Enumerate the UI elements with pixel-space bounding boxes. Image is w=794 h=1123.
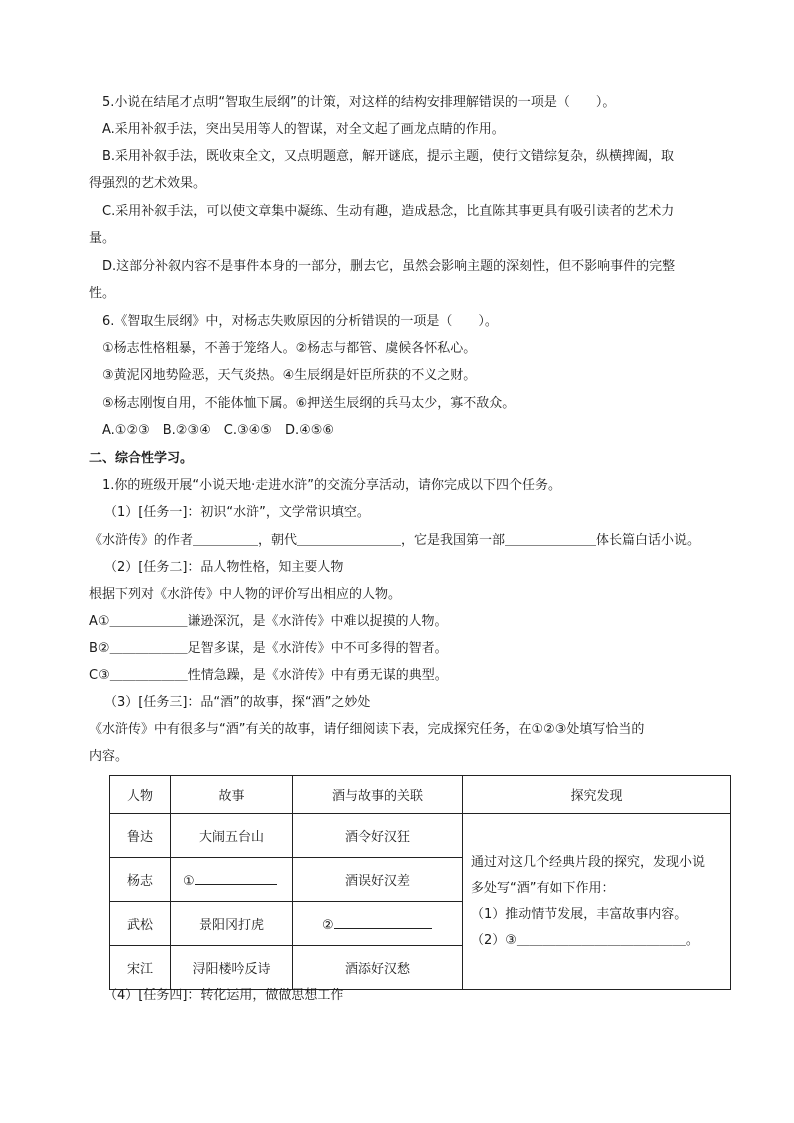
cell-story: 景阳冈打虎 bbox=[171, 902, 293, 946]
task1-title: （1）[任务一]：初识“水浒”，文学常识填空。 bbox=[104, 505, 370, 520]
cell-wine-link-blank bbox=[293, 902, 463, 946]
cell-person: 武松 bbox=[110, 902, 171, 946]
task2-title: （2）[任务二]：品人物性格，知主要人物 bbox=[104, 560, 344, 575]
q6-reason-line2: ③黄泥冈地势险恶，天气炎热。④生辰纲是奸臣所获的不义之财。 bbox=[102, 368, 477, 383]
task4-title: （4）[任务四]：转化运用，做做思想工作 bbox=[104, 988, 344, 1003]
task3-intro-line1: 《水浒传》中有很多与“酒”有关的故事，请仔细阅读下表，完成探究任务，在①②③处填写恰当的 bbox=[89, 722, 645, 737]
cell-person: 鲁达 bbox=[110, 814, 171, 858]
task3-intro-line2: 内容。 bbox=[89, 749, 129, 764]
task2-item-c: C③＿＿＿＿＿＿性情急躁，是《水浒传》中有勇无谋的典型。 bbox=[89, 668, 448, 683]
header-story: 故事 bbox=[171, 776, 293, 814]
blank-marker: ② bbox=[322, 918, 334, 933]
cell-person: 宋江 bbox=[110, 946, 171, 990]
q5-option-c-line2: 量。 bbox=[89, 231, 116, 246]
answer-blank-line bbox=[334, 914, 432, 929]
answer-blank-line bbox=[195, 870, 277, 885]
header-findings: 探究发现 bbox=[463, 776, 731, 814]
activity-intro: 1.你的班级开展“小说天地·走进水浒”的交流分享活动，请你完成以下四个任务。 bbox=[102, 478, 562, 493]
cell-story-blank bbox=[171, 858, 293, 902]
cell-wine-link: 酒令好汉狂 bbox=[293, 814, 463, 858]
q5-option-b-line2: 得强烈的艺术效果。 bbox=[89, 176, 207, 191]
cell-story: 浔阳楼吟反诗 bbox=[171, 946, 293, 990]
findings-line4: （2）③＿＿＿＿＿＿＿＿＿＿＿＿＿。 bbox=[471, 932, 699, 948]
q5-option-b-line1: B.采用补叙手法，既收束全文，又点明题意，解开谜底，提示主题，使行文错综复杂，纵横捭阖，取 bbox=[102, 149, 675, 164]
findings-line2: 多处写“酒”有如下作用： bbox=[471, 880, 615, 896]
wine-story-table bbox=[109, 775, 731, 990]
findings-line3: （1）推动情节发展，丰富故事内容。 bbox=[471, 906, 688, 922]
task2-item-b: B②＿＿＿＿＿＿足智多谋，是《水浒传》中不可多得的智者。 bbox=[89, 641, 448, 656]
q5-option-c-line1: C.采用补叙手法，可以使文章集中凝练、生动有趣，造成悬念，比直陈其事更具有吸引读者的艺术力 bbox=[102, 204, 675, 219]
task2-item-a: A①＿＿＿＿＿＿谦逊深沉，是《水浒传》中难以捉摸的人物。 bbox=[89, 614, 448, 629]
q6-reason-line1: ①杨志性格粗暴，不善于笼络人。②杨志与都管、虞候各怀私心。 bbox=[102, 341, 477, 356]
q5-stem: 5.小说在结尾才点明“智取生辰纲”的计策，对这样的结构安排理解错误的一项是（ ）。 bbox=[102, 95, 616, 110]
cell-wine-link: 酒误好汉差 bbox=[293, 858, 463, 902]
cell-story: 大闹五台山 bbox=[171, 814, 293, 858]
blank-marker: ① bbox=[183, 874, 195, 889]
task2-intro: 根据下列对《水浒传》中人物的评价写出相应的人物。 bbox=[89, 587, 402, 602]
table-header-row bbox=[110, 776, 731, 814]
cell-person: 杨志 bbox=[110, 858, 171, 902]
q6-options: A.①②③ B.②③④ C.③④⑤ D.④⑤⑥ bbox=[102, 423, 335, 438]
task1-fill-in: 《水浒传》的作者＿＿＿＿＿，朝代＿＿＿＿＿＿＿＿，它是我国第一部＿＿＿＿＿＿＿体长篇白话小说。 bbox=[89, 533, 701, 548]
header-wine-link: 酒与故事的关联 bbox=[293, 776, 463, 814]
q5-option-a: A.采用补叙手法，突出吴用等人的智谋，对全文起了画龙点睛的作用。 bbox=[102, 122, 505, 137]
cell-wine-link: 酒添好汉愁 bbox=[293, 946, 463, 990]
q6-stem: 6.《智取生辰纲》中，对杨志失败原因的分析错误的一项是（ ）。 bbox=[102, 314, 498, 329]
q5-option-d-line1: D.这部分补叙内容不是事件本身的一部分，删去它，虽然会影响主题的深刻性，但不影响事件的完整 bbox=[102, 259, 676, 274]
table-row bbox=[110, 814, 731, 858]
task3-title: （3）[任务三]：品“酒”的故事，探“酒”之妙处 bbox=[104, 695, 371, 710]
q5-option-d-line2: 性。 bbox=[89, 286, 116, 301]
header-person: 人物 bbox=[110, 776, 171, 814]
section-heading: 二、综合性学习。 bbox=[89, 451, 194, 466]
findings-cell bbox=[463, 814, 731, 990]
q6-reason-line3: ⑤杨志刚愎自用，不能体恤下属。⑥押送生辰纲的兵马太少，寡不敌众。 bbox=[102, 396, 516, 411]
findings-line1: 通过对这几个经典片段的探究，发现小说 bbox=[471, 854, 706, 870]
